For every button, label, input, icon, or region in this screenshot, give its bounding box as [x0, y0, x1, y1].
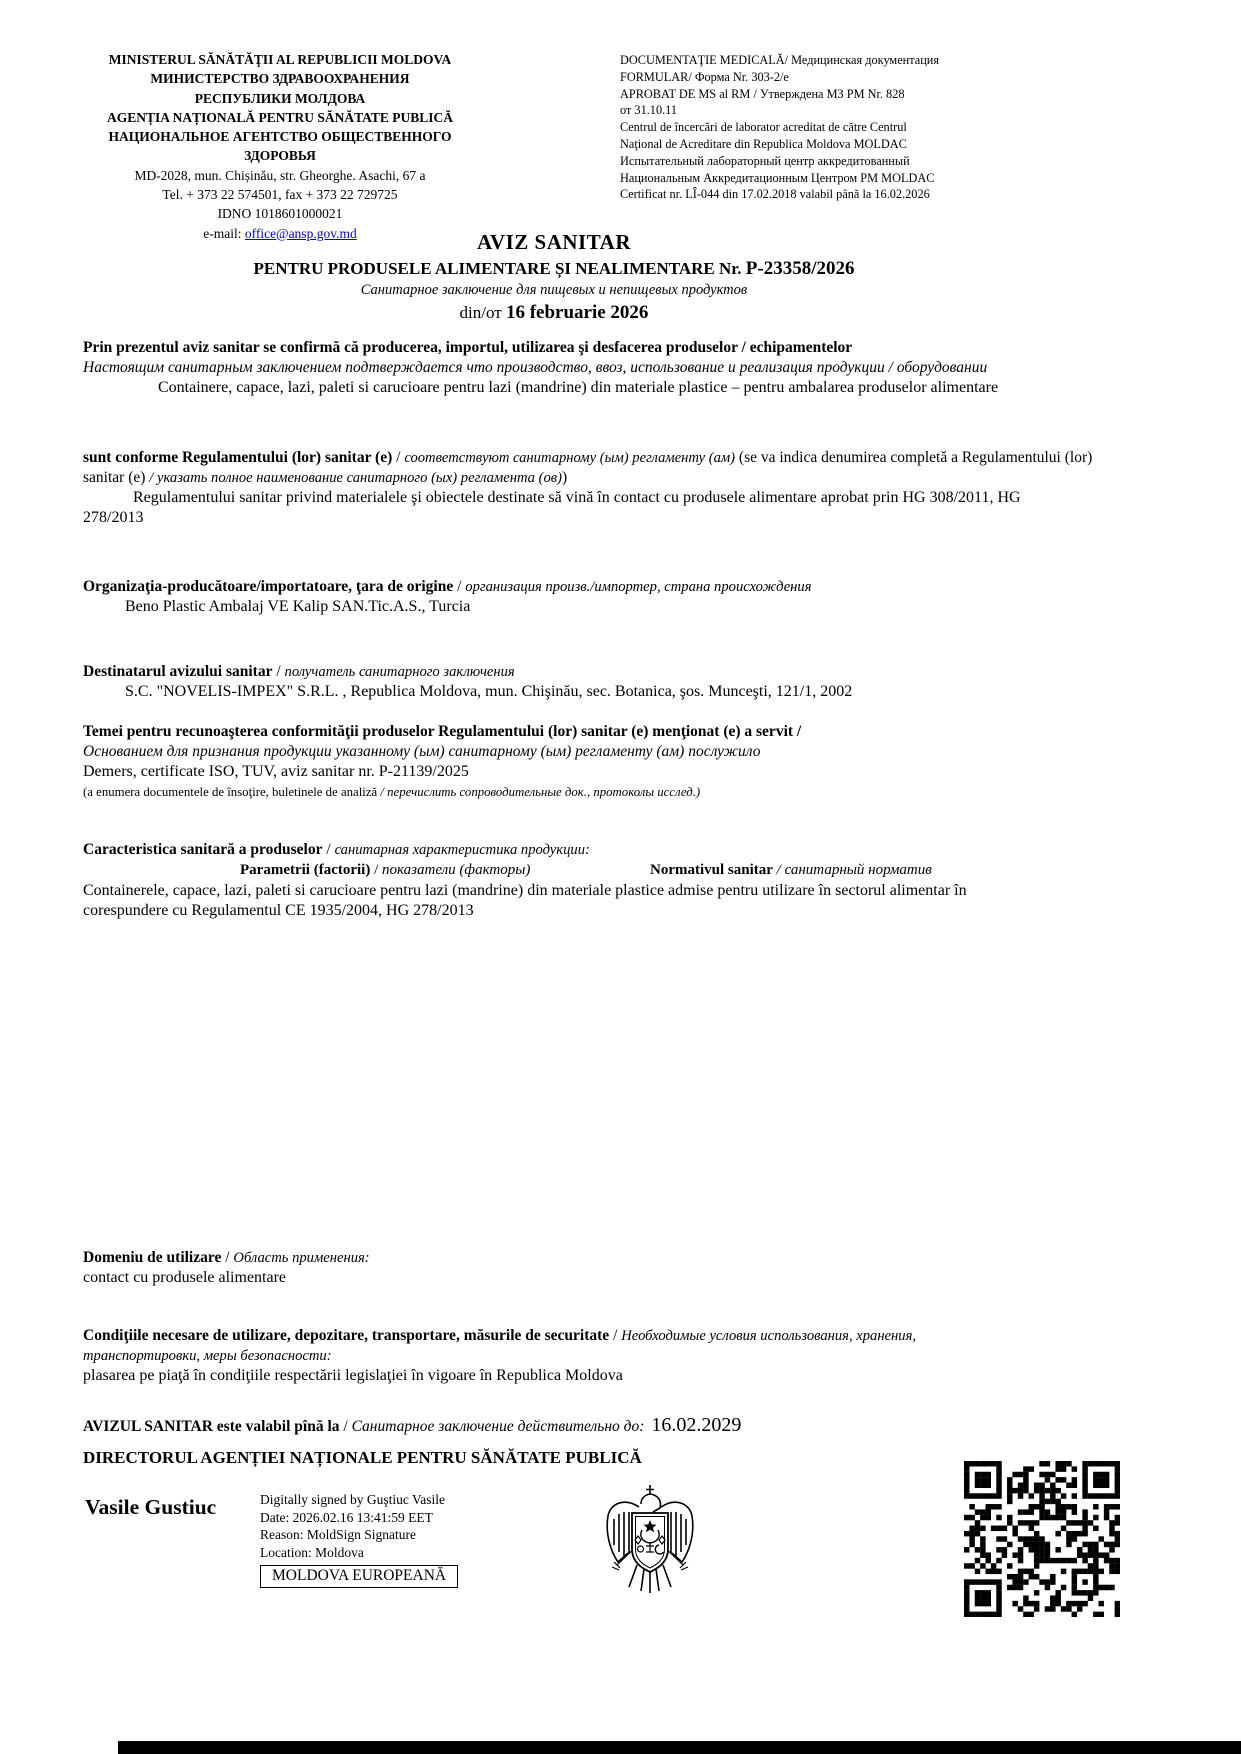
agency-name-ro: AGENȚIA NAȚIONALĂ PENTRU SĂNĂTATE PUBLICĂ — [106, 109, 454, 125]
col-label-ro: Normativul sanitar — [650, 862, 773, 878]
document-number: P-23358/2026 — [745, 258, 855, 279]
note-ru: / перечислить сопроводительные док., протоколы исслед.) — [380, 785, 701, 799]
basis-value: Demers, certificate ISO, TUV, aviz sanitar nr. P-21139/2025 — [83, 763, 469, 780]
ministry-name-ro: MINISTERUL SĂNĂTĂŢII AL REPUBLICII MOLDOVA — [108, 52, 452, 67]
separator: / — [370, 862, 383, 878]
separator: / — [339, 1418, 352, 1435]
validity-date: 16.02.2029 — [651, 1414, 742, 1436]
col-label-ru: показатели (факторы) — [382, 862, 531, 878]
label-ro-note: (se va indica denumirea completă a Regulamentului (lor) sanitar (e) — [83, 449, 1093, 486]
email-link[interactable]: office@ansp.gov.md — [244, 225, 357, 241]
ministry-name-ru-2: РЕСПУБЛИКИ МОЛДОВА — [194, 90, 366, 106]
separator: / — [322, 841, 335, 858]
qr-code — [964, 1461, 1120, 1617]
label-ro: AVIZUL SANITAR este valabil pînă la — [83, 1418, 340, 1435]
column-normative — [650, 860, 932, 880]
label-ru: Область применения: — [233, 1250, 370, 1266]
section-label — [83, 840, 1098, 860]
signature-line: Digitally signed by Guştiuc Vasile — [260, 1492, 445, 1507]
form-info-line: от 31.10.11 — [620, 103, 678, 118]
form-info-line: Национальным Аккредитационным Центром РМ MOLDAC — [620, 170, 935, 185]
label-ro: Temei pentru recunoaşterea conformităţii produselor Regulamentului (lor) sanitar (e) menţionat (e) a servit / — [83, 723, 802, 740]
recipient-value: S.C. "NOVELIS-IMPEX" S.R.L. , Republica Moldova, mun. Chişinău, sec. Botanica, şos. Munceşti, 121/1, 2002 — [125, 683, 853, 700]
label-ru: получатель санитарного заключения — [284, 664, 515, 680]
label-ro: sunt conforme Regulamentului (lor) sanitar (e) — [83, 449, 393, 466]
section-producer — [83, 577, 1098, 617]
subtitle-text: PENTRU PRODUSELE ALIMENTARE ȘI NEALIMENTARE Nr. — [253, 259, 746, 278]
section-conditions — [83, 1326, 1098, 1386]
form-info-line: DOCUMENTAŢIE MEDICALĂ/ Медицинская документация — [620, 53, 940, 67]
form-info-line: Испытательный лабораторный центр аккредитованный — [620, 153, 910, 168]
section-label — [83, 662, 1098, 682]
label-ru: Санитарное заключение действительно до: — [351, 1418, 645, 1435]
document-date-line — [0, 302, 1108, 324]
label-ro: Domeniu de utilizare — [83, 1249, 222, 1266]
section-label — [83, 577, 1098, 597]
separator: / — [221, 1249, 234, 1266]
agency-idno: IDNO 1018601000021 — [217, 206, 343, 222]
section-validity — [83, 1415, 1098, 1437]
email-label: e-mail: — [203, 225, 245, 241]
signature-line: Location: Moldova — [260, 1544, 364, 1560]
ministry-name-ru-1: МИНИСТЕРСТВО ЗДРАВООХРАНЕНИЯ — [150, 71, 410, 87]
document-title-block — [0, 230, 1108, 324]
ministry-header — [78, 50, 482, 243]
form-info-header — [620, 52, 1185, 203]
label-ro: Organizaţia-producătoare/importatoare, ţara de origine — [83, 578, 454, 595]
label-close-paren: ) — [561, 469, 568, 486]
moldova-coat-of-arms-icon — [602, 1483, 698, 1609]
label-ro: Destinatarul avizului sanitar — [83, 663, 273, 680]
section-regulation-conformity — [83, 448, 1098, 528]
form-info-line: FORMULAR/ Форма Nr. 303-2/e — [620, 69, 789, 84]
agency-phone: Tel. + 373 22 574501, fax + 373 22 729725 — [162, 187, 398, 203]
basis-note — [83, 782, 1098, 802]
label-ru-note: / указать полное наименование санитарного (ых) регламента (ов) — [149, 470, 562, 486]
producer-value: Beno Plastic Ambalaj VE Kalip SAN.Tic.A.S., Turcia — [125, 598, 471, 615]
form-info-line: APROBAT DE MS al RM / Утверждена МЗ РМ Nr. 828 — [620, 86, 905, 101]
scan-artifact-bar — [118, 1741, 1241, 1754]
usage-domain-value: contact cu produsele alimentare — [83, 1269, 287, 1286]
label-ro: Caracteristica sanitară a produselor — [83, 841, 323, 858]
separator: / — [272, 663, 285, 680]
document-subtitle-ru: Санитарное заключение для пищевых и непищевых продуктов — [360, 282, 748, 298]
document-subtitle — [0, 258, 1108, 280]
section-label — [83, 1248, 1098, 1268]
validity-line — [83, 1415, 1098, 1437]
section-confirmation — [83, 338, 1098, 398]
separator: / — [609, 1327, 622, 1344]
section-sanitary-characteristics — [83, 840, 1098, 921]
section-label-ru: Настоящим санитарным заключением подтверждается что производство, ввоз, использование и реализация продукции / оборудовании — [83, 359, 988, 376]
director-title: DIRECTORUL AGENȚIEI NAȚIONALE PENTRU SĂNĂTATE PUBLICĂ — [83, 1448, 642, 1467]
label-ru: Необходимые условия использования, хранения, транспортировки, меры безопасности: — [83, 1328, 917, 1364]
col-label-ru: / санитарный норматив — [772, 862, 932, 878]
date-label: din/от — [459, 303, 506, 322]
regulation-reference: Regulamentului sanitar privind materialele şi obiectele destinate să vină în contact cu produsele alimentare aprobat prin HG 308/2011, HG 278/2013 — [83, 489, 1021, 526]
section-usage-domain — [83, 1248, 1098, 1288]
separator: / — [453, 578, 466, 595]
conditions-value: plasarea pe piaţă în condiţiile respectării legislaţiei în vigoare în Republica Moldova — [83, 1367, 623, 1384]
moldova-europeana-stamp: MOLDOVA EUROPEANĂ — [260, 1565, 458, 1588]
signature-line: Reason: MoldSign Signature — [260, 1527, 416, 1543]
section-label-ro: Prin prezentul aviz sanitar se confirmă că producerea, importul, utilizarea şi desfacerea produselor / echipamentelor — [83, 339, 853, 356]
section-label — [83, 1326, 1033, 1366]
agency-name-ru-2: ЗДОРОВЬЯ — [244, 148, 316, 164]
note-ro: (a enumera documentele de însoţire, buletinele de analiză — [83, 785, 381, 799]
digital-signature-block — [260, 1491, 458, 1588]
characteristics-value: Containerele, capace, lazi, paleti si carucioare pentru lazi (mandrine) din materiale plastice admise pentru utilizare în sectorul alimentar în corespundere cu Regulamentul CE 1935/2004, HG 278/2013 — [83, 882, 967, 919]
product-description: Containere, capace, lazi, paleti si carucioare pentru lazi (mandrine) din materiale plastice – pentru ambalarea produselor alimentare — [158, 379, 999, 396]
label-ru: санитарная характеристика продукции: — [334, 842, 590, 858]
label-ru: организация произв./импортер, страна происхождения — [465, 579, 812, 595]
form-info-line: Naţional de Acreditare din Republica Moldova MOLDAC — [620, 136, 907, 151]
form-info-line: Certificat nr. LÎ-044 din 17.02.2018 valabil până la 16.02.2026 — [620, 187, 930, 202]
label-ru: Основанием для признания продукции указанному (ым) санитарному (ым) регламенту (ам) послужило — [83, 743, 761, 760]
form-info-line: Centrul de încercări de laborator acreditat de către Centrul — [620, 120, 907, 135]
label-ro: Condiţiile necesare de utilizare, depozitare, transportare, măsurile de securitate — [83, 1327, 610, 1344]
column-parameters — [240, 860, 530, 880]
director-name: Vasile Gustiuc — [85, 1495, 217, 1519]
document-date: 16 februarie 2026 — [505, 302, 649, 323]
section-recipient — [83, 662, 1098, 702]
col-label-ro: Parametrii (factorii) — [240, 862, 371, 878]
label-ru: соответствуют санитарному (ым) регламенту (ам) — [404, 450, 736, 466]
characteristics-columns — [83, 860, 1098, 881]
agency-name-ru-1: НАЦИОНАЛЬНОЕ АГЕНТСТВО ОБЩЕСТВЕННОГО — [108, 129, 452, 145]
signature-line: Date: 2026.02.16 13:41:59 EET — [260, 1509, 433, 1525]
section-label — [83, 448, 1098, 488]
section-basis — [83, 722, 1098, 802]
document-title: AVIZ SANITAR — [476, 230, 631, 254]
agency-address: MD-2028, mun. Chișinău, str. Gheorghe. Asachi, 67 a — [134, 167, 426, 183]
separator: / — [392, 449, 405, 466]
